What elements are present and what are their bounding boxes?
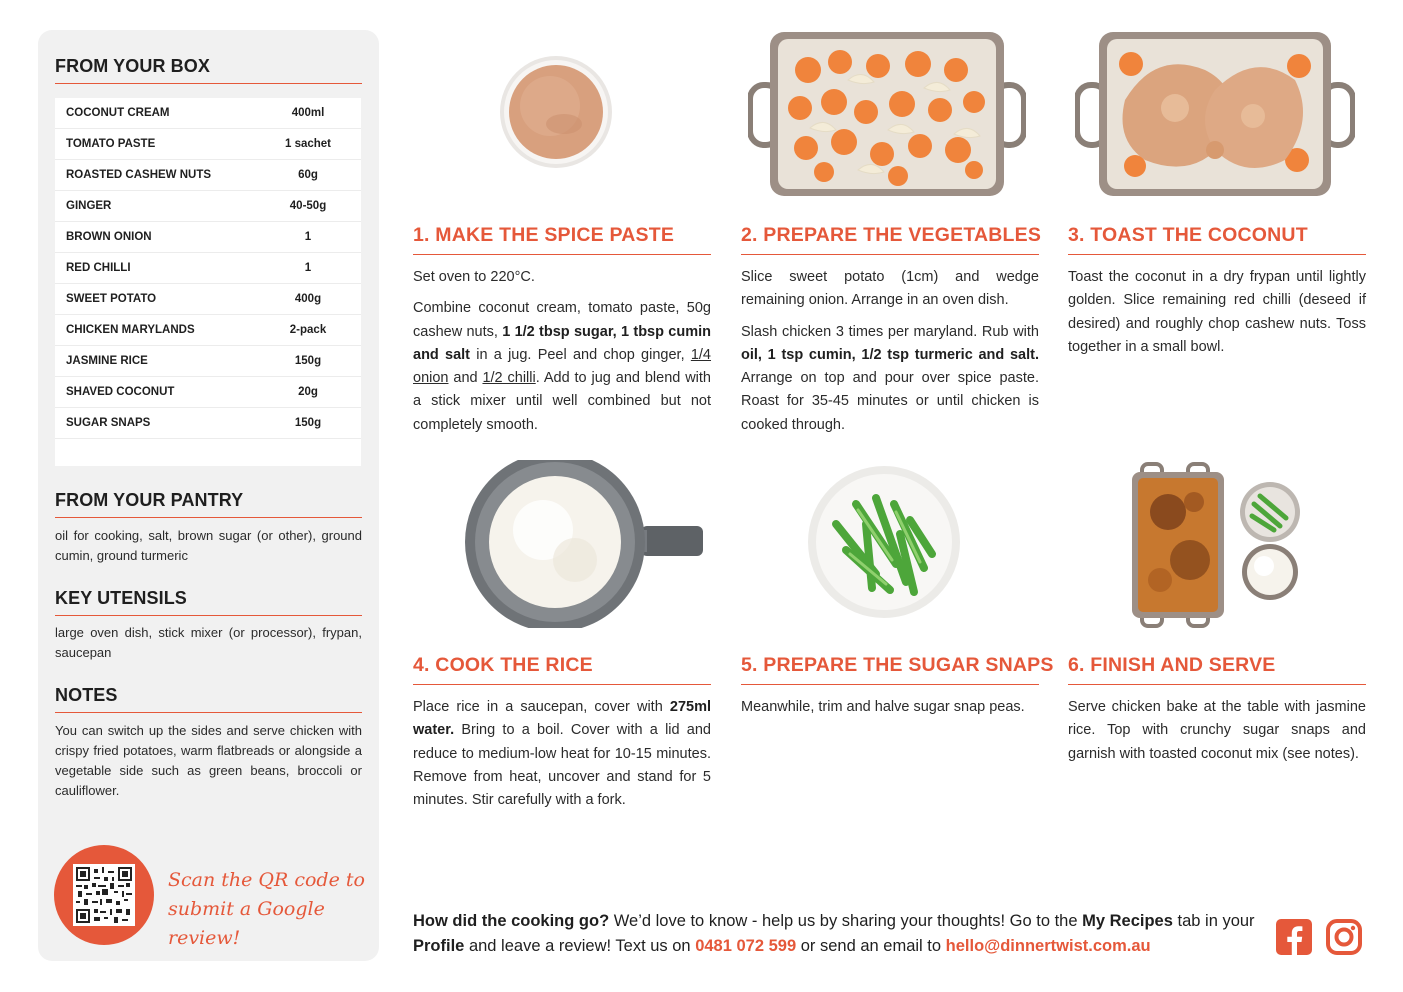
review-footer bbox=[413, 909, 1263, 959]
ingredient-qty: 2-pack bbox=[289, 324, 327, 336]
ingredient-name: RED CHILLI bbox=[66, 262, 131, 274]
step-4-text: Bring to a boil. Cover with a lid and reduce to medium-low heat for 10-15 minutes. Remove from heat, uncover and stand for 5 minutes. Stir carefully with a fork. bbox=[413, 722, 711, 809]
step-2-body bbox=[741, 266, 1039, 445]
from-your-box-heading: FROM YOUR BOX bbox=[55, 56, 362, 84]
step-4-para-1 bbox=[413, 696, 711, 812]
step-1-bold: 1 1/2 tbsp sugar, 1 tbsp cumin and salt bbox=[413, 323, 711, 363]
sidebar bbox=[38, 30, 379, 961]
table-row bbox=[55, 98, 361, 129]
step-1-para-1: Set oven to 220°C. bbox=[413, 269, 535, 285]
step-2-bold: oil, 1 tsp cumin, 1/2 tsp turmeric and salt. bbox=[741, 346, 1039, 363]
ingredient-name: SUGAR SNAPS bbox=[66, 417, 151, 429]
step-3-title: 3. TOAST THE COCONUT bbox=[1068, 224, 1366, 255]
utensils-text: large oven dish, stick mixer (or processor), frypan, saucepan bbox=[55, 625, 362, 660]
step-2-title: 2. PREPARE THE VEGETABLES bbox=[741, 224, 1039, 255]
qr-caption-line-1: Scan the QR code to bbox=[168, 869, 365, 891]
table-row bbox=[55, 284, 361, 315]
ingredient-name: JASMINE RICE bbox=[66, 355, 148, 367]
step-1-underline: 1/4 onion bbox=[413, 346, 712, 387]
table-row bbox=[55, 222, 361, 253]
ingredient-qty: 1 sachet bbox=[284, 138, 332, 150]
footer-text: tab in your bbox=[1172, 912, 1255, 930]
ingredient-name: TOMATO PASTE bbox=[66, 138, 156, 150]
table-row bbox=[55, 408, 361, 439]
step-1-text: Combine coconut cream, tomato paste, 50g cashew nuts, bbox=[413, 300, 711, 340]
ingredient-qty: 40-50g bbox=[289, 200, 327, 212]
table-row bbox=[55, 160, 361, 191]
ingredient-name: BROWN ONION bbox=[66, 231, 152, 243]
qr-code-icon bbox=[73, 864, 135, 926]
ingredient-name: SHAVED COCONUT bbox=[66, 386, 175, 398]
step-1-body bbox=[413, 266, 711, 445]
step-3-body bbox=[1068, 266, 1366, 367]
qr-code-badge[interactable] bbox=[54, 845, 154, 945]
step-6-title: 6. FINISH AND SERVE bbox=[1068, 654, 1366, 685]
step-1-text: . Add to jug and blend with a stick mixer until well combined but not completely smooth. bbox=[413, 370, 711, 433]
footer-text: We’d love to know - help us by sharing your thoughts! Go to the bbox=[609, 912, 1083, 930]
key-utensils-heading: KEY UTENSILS bbox=[55, 588, 362, 616]
ingredient-name: SWEET POTATO bbox=[66, 293, 157, 305]
ingredient-name: ROASTED CASHEW NUTS bbox=[66, 169, 212, 181]
ingredient-qty: 150g bbox=[294, 417, 322, 429]
from-your-pantry-heading: FROM YOUR PANTRY bbox=[55, 490, 362, 518]
step-4-text: Place rice in a saucepan, cover with bbox=[413, 699, 670, 715]
table-row bbox=[55, 129, 361, 160]
step-1-text: and bbox=[448, 370, 483, 387]
step-2-text: Slash chicken 3 times per maryland. Rub with bbox=[741, 323, 1039, 340]
table-row bbox=[55, 253, 361, 284]
sugar-snaps-image bbox=[806, 464, 962, 620]
finished-dish-image bbox=[1128, 462, 1304, 628]
footer-text: or send an email to bbox=[796, 937, 946, 955]
phone-number-link[interactable]: 0481 072 599 bbox=[695, 937, 797, 955]
table-row bbox=[55, 346, 361, 377]
step-2-para-1: Slice sweet potato (1cm) and wedge remaining onion. Arrange in an oven dish. bbox=[741, 269, 1039, 309]
ingredient-qty: 400g bbox=[294, 293, 322, 305]
chicken-dish-image bbox=[1075, 30, 1355, 198]
table-row bbox=[55, 377, 361, 408]
ingredient-qty: 400ml bbox=[291, 107, 325, 119]
notes-text: You can switch up the sides and serve chicken with crispy fried potatoes, warm flatbreads or alongside a vegetable side such as green beans, broccoli or cauliflower. bbox=[55, 723, 362, 798]
table-row bbox=[55, 315, 361, 346]
ingredient-qty: 20g bbox=[298, 386, 318, 398]
step-2-text: Arrange on top and pour over spice paste. Roast for 35-45 minutes or until chicken is cooked through. bbox=[741, 370, 1039, 433]
step-5-title: 5. PREPARE THE SUGAR SNAPS bbox=[741, 654, 1039, 685]
step-4-body bbox=[413, 696, 711, 820]
step-1-title: 1. MAKE THE SPICE PASTE bbox=[413, 224, 711, 255]
table-row bbox=[55, 191, 361, 222]
ingredient-name: CHICKEN MARYLANDS bbox=[66, 324, 195, 336]
qr-caption-line-2: submit a Google review! bbox=[168, 898, 325, 949]
instagram-icon[interactable] bbox=[1325, 918, 1363, 956]
ingredient-name: COCONUT CREAM bbox=[66, 107, 170, 119]
step-3-para-1: Toast the coconut in a dry frypan until lightly golden. Slice remaining red chilli (deseed if desired) and roughly chop cashew nuts. Toss together in a small bowl. bbox=[1068, 269, 1366, 355]
ingredient-name: GINGER bbox=[66, 200, 112, 212]
my-recipes-link: My Recipes bbox=[1082, 912, 1173, 930]
qr-caption bbox=[168, 866, 368, 953]
ingredient-qty: 1 bbox=[304, 262, 312, 274]
step-4-title: 4. COOK THE RICE bbox=[413, 654, 711, 685]
email-link[interactable]: hello@dinnertwist.com.au bbox=[945, 937, 1151, 955]
step-2-para-2 bbox=[741, 321, 1039, 437]
step-5-body bbox=[741, 696, 1039, 727]
rice-saucepan-image bbox=[463, 460, 703, 628]
step-6-para-1: Serve chicken bake at the table with jasmine rice. Top with crunchy sugar snaps and garnish with toasted coconut mix (see notes). bbox=[1068, 699, 1366, 762]
step-1-text: in a jug. Peel and chop ginger, bbox=[470, 346, 691, 363]
ingredient-qty: 1 bbox=[304, 231, 312, 243]
ingredient-qty: 150g bbox=[294, 355, 322, 367]
facebook-icon[interactable] bbox=[1275, 918, 1313, 956]
pantry-text: oil for cooking, salt, brown sugar (or other), ground cumin, ground turmeric bbox=[55, 528, 362, 563]
step-4-bold: 275ml water. bbox=[413, 699, 711, 739]
step-5-para-1: Meanwhile, trim and halve sugar snap peas. bbox=[741, 699, 1025, 715]
step-1-underline: 1/2 chilli bbox=[482, 370, 536, 387]
step-6-body bbox=[1068, 696, 1366, 774]
step-1-para-2 bbox=[413, 297, 711, 437]
footer-text: and leave a review! Text us on bbox=[464, 937, 696, 955]
vegetables-dish-image bbox=[748, 30, 1026, 198]
spice-paste-image bbox=[498, 54, 614, 170]
ingredient-qty: 60g bbox=[298, 169, 318, 181]
notes-heading: NOTES bbox=[55, 685, 362, 713]
ingredients-table bbox=[55, 98, 361, 466]
footer-question: How did the cooking go? bbox=[413, 912, 610, 930]
profile-link: Profile bbox=[413, 937, 465, 955]
